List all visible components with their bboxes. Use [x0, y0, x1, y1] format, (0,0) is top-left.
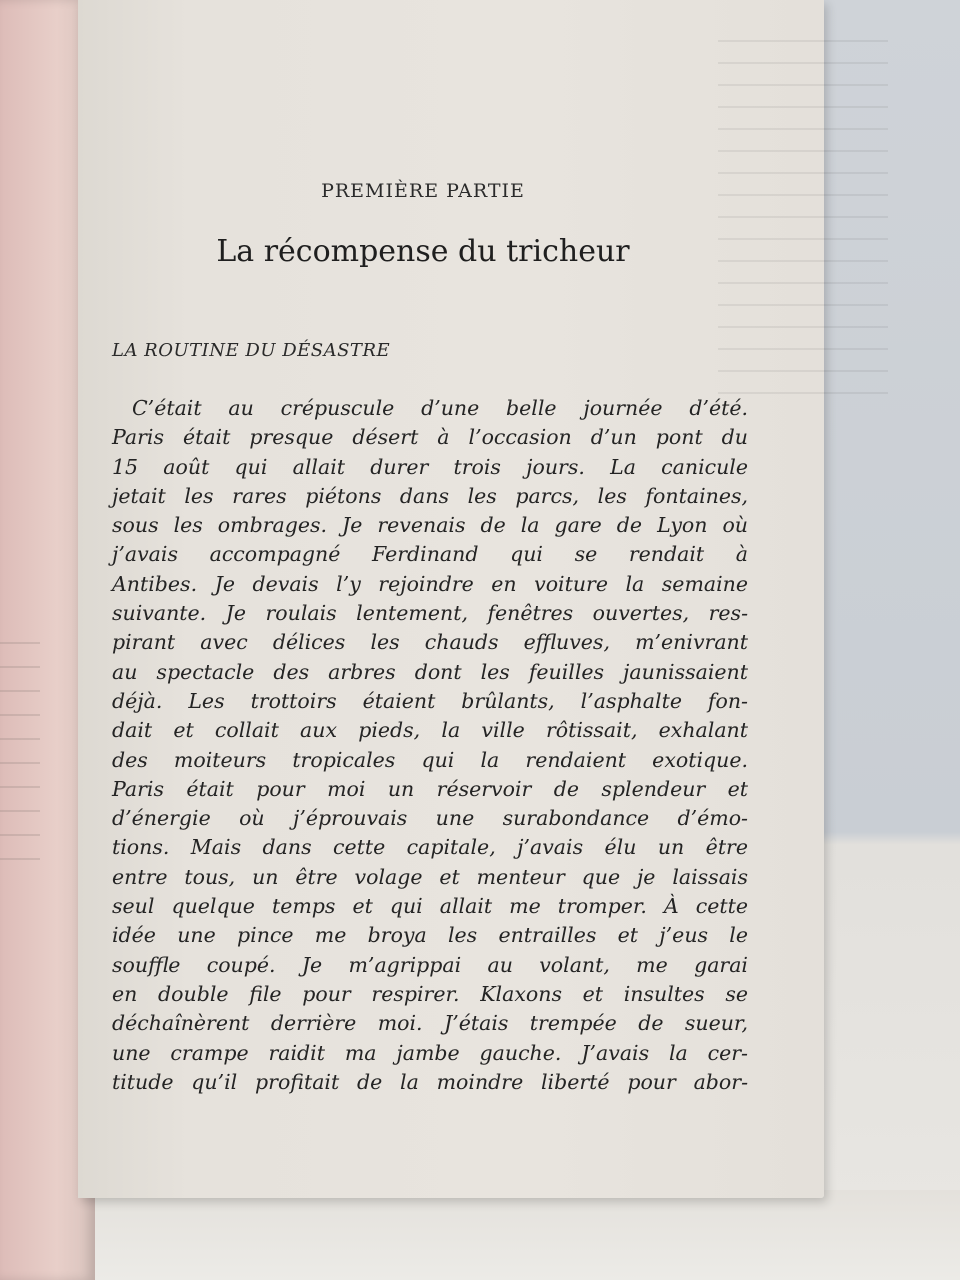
text-line: suivante. Je roulais lentement, fenêtres ouvertes, res-	[112, 601, 748, 626]
text-line: d’énergie où j’éprouvais une surabondance d’émo-	[112, 806, 748, 831]
text-line: une crampe raidit ma jambe gauche. J’avais la cer-	[112, 1040, 748, 1065]
text-line: des moiteurs tropicales qui la rendaient exotique.	[112, 747, 748, 772]
text-line: C’était au crépuscule d’une belle journée d’été.	[132, 396, 748, 420]
text-line: au spectacle des arbres dont les feuilles jaunissaient	[112, 659, 748, 684]
chapter-title: La récompense du tricheur	[216, 234, 630, 269]
section-title: LA ROUTINE DU DÉSASTRE	[112, 340, 391, 361]
text-line: seul quelque temps et qui allait me tromper. À cette	[112, 894, 748, 919]
text-line: déchaînèrent derrière moi. J’étais trempée de sueur,	[112, 1011, 748, 1036]
text-line: en double file pour respirer. Klaxons et insultes se	[112, 981, 748, 1006]
body-paragraph	[112, 394, 748, 1097]
left-page-text-bleed	[0, 620, 40, 880]
part-label: PREMIÈRE PARTIE	[321, 180, 525, 202]
background-table	[0, 1190, 960, 1280]
text-line: souffle coupé. Je m’agrippai au volant, me garai	[112, 952, 748, 977]
text-line: dait et collait aux pieds, la ville rôtissait, exhalant	[112, 718, 748, 743]
text-line: Antibes. Je devais l’y rejoindre en voiture la semaine	[112, 571, 748, 596]
text-line: tions. Mais dans cette capitale, j’avais élu un être	[112, 835, 748, 860]
page-show-through	[718, 20, 888, 400]
text-line: titude qu’il profitait de la moindre liberté pour abor-	[112, 1069, 748, 1094]
text-line: entre tous, un être volage et menteur que je laissais	[112, 864, 748, 889]
text-line: pirant avec délices les chauds effluves, m’enivrant	[112, 630, 748, 655]
text-line: Paris était presque désert à l’occasion d’un pont du	[112, 425, 748, 450]
text-line: j’avais accompagné Ferdinand qui se rendait à	[112, 542, 748, 567]
text-line: idée une pince me broya les entrailles et j’eus le	[112, 923, 748, 948]
text-line: 15 août qui allait durer trois jours. La canicule	[112, 454, 748, 479]
text-line: sous les ombrages. Je revenais de la gare de Lyon où	[112, 513, 748, 538]
text-line: Paris était pour moi un réservoir de splendeur et	[112, 776, 748, 801]
text-line: jetait les rares piétons dans les parcs, les fontaines,	[112, 483, 748, 508]
text-line: déjà. Les trottoirs étaient brûlants, l’asphalte fon-	[112, 688, 748, 713]
